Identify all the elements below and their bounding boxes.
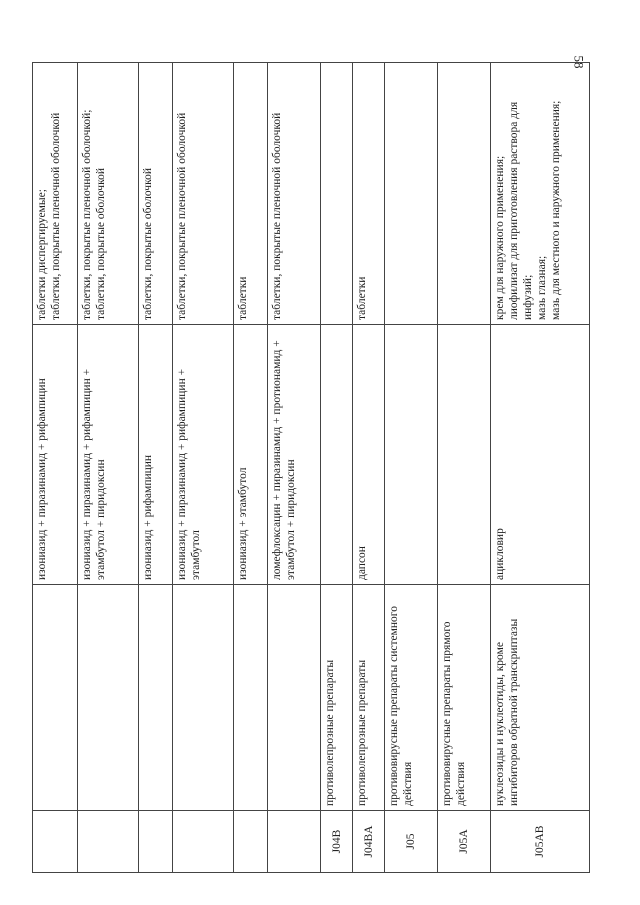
dosage-form-line: таблетки, покрытые оболочкой: [141, 168, 154, 320]
rotated-table-container: [32, 63, 590, 873]
group-name-cell: противолепрозные препараты: [353, 585, 385, 811]
table-row: [490, 63, 589, 873]
table-row: [353, 63, 385, 873]
drug-name-cell: ломефлоксацин + пиразинамид + протионамид + этамбутол + пиридоксин: [268, 325, 321, 585]
table-row: [321, 63, 353, 873]
table-row: [33, 63, 78, 873]
drug-name-cell: [437, 325, 490, 585]
dosage-forms-cell: [77, 63, 138, 325]
drug-name-cell: изониазид + рифампицин: [138, 325, 172, 585]
drug-name-cell: ацикловир: [490, 325, 589, 585]
dosage-form-line: мазь глазная;: [535, 255, 548, 320]
dosage-forms-cell: [353, 63, 385, 325]
dosage-form-line: мазь для местного и наружного применения;: [549, 100, 562, 320]
atc-code-cell: J05AB: [490, 811, 589, 873]
atc-code-cell: [33, 811, 78, 873]
drug-name-cell: изониазид + пиразинамид + рифампицин + этамбутол + пиридоксин: [77, 325, 138, 585]
group-name-cell: противовирусные препараты системного действия: [384, 585, 437, 811]
atc-code-cell: J04BA: [353, 811, 385, 873]
drug-name-cell: дапсон: [353, 325, 385, 585]
table-row: [77, 63, 138, 873]
drug-name-cell: [384, 325, 437, 585]
drug-name-cell: изониазид + пиразинамид + рифампицин: [33, 325, 78, 585]
atc-code-cell: J04B: [321, 811, 353, 873]
dosage-form-line: таблетки: [237, 276, 250, 320]
dosage-forms-cell: [437, 63, 490, 325]
dosage-forms-cell: [384, 63, 437, 325]
dosage-form-line: таблетки, покрытые пленочной оболочкой: [176, 112, 189, 320]
table-row: [384, 63, 437, 873]
dosage-form-line: таблетки, покрытые пленочной оболочкой: [50, 112, 62, 320]
atc-code-cell: [77, 811, 138, 873]
drug-name-cell: изониазид + пиразинамид + рифампицин + этамбутол: [173, 325, 234, 585]
dosage-form-line: таблетки диспергируемые;: [36, 189, 48, 320]
dosage-form-line: таблетки, покрытые оболочкой: [94, 168, 107, 320]
dosage-forms-cell: [138, 63, 172, 325]
atc-code-cell: J05A: [437, 811, 490, 873]
drug-table: [32, 62, 590, 873]
group-name-cell: нуклеозиды и нуклеотиды, кроме ингибиторов обратной транскриптазы: [490, 585, 589, 811]
atc-code-cell: J05: [384, 811, 437, 873]
dosage-form-line: таблетки, покрытые пленочной оболочкой: [271, 112, 284, 320]
group-name-cell: [138, 585, 172, 811]
table-row: [173, 63, 234, 873]
dosage-form-line: крем для наружного применения;: [493, 155, 506, 320]
drug-name-cell: [321, 325, 353, 585]
group-name-cell: [77, 585, 138, 811]
group-name-cell: противовирусные препараты прямого действия: [437, 585, 490, 811]
atc-code-cell: [268, 811, 321, 873]
dosage-form-line: таблетки: [356, 276, 369, 320]
dosage-form-line: таблетки, покрытые пленочной оболочкой;: [80, 109, 93, 320]
atc-code-cell: [173, 811, 234, 873]
group-name-cell: [33, 585, 78, 811]
dosage-forms-cell: [234, 63, 268, 325]
dosage-forms-cell: [321, 63, 353, 325]
group-name-cell: противолепрозные препараты: [321, 585, 353, 811]
drug-table-body: [33, 63, 590, 873]
dosage-forms-cell: [173, 63, 234, 325]
dosage-forms-cell: [33, 63, 78, 325]
group-name-cell: [268, 585, 321, 811]
table-row: [437, 63, 490, 873]
drug-name-cell: изониазид + этамбутол: [234, 325, 268, 585]
group-name-cell: [173, 585, 234, 811]
table-row: [138, 63, 172, 873]
group-name-cell: [234, 585, 268, 811]
table-row: [268, 63, 321, 873]
table-row: [234, 63, 268, 873]
dosage-form-line: лиофилизат для приготовления раствора для инфузий;: [507, 101, 534, 320]
dosage-forms-cell: [268, 63, 321, 325]
page-number: 58: [571, 55, 587, 69]
atc-code-cell: [138, 811, 172, 873]
dosage-forms-cell: [490, 63, 589, 325]
atc-code-cell: [234, 811, 268, 873]
